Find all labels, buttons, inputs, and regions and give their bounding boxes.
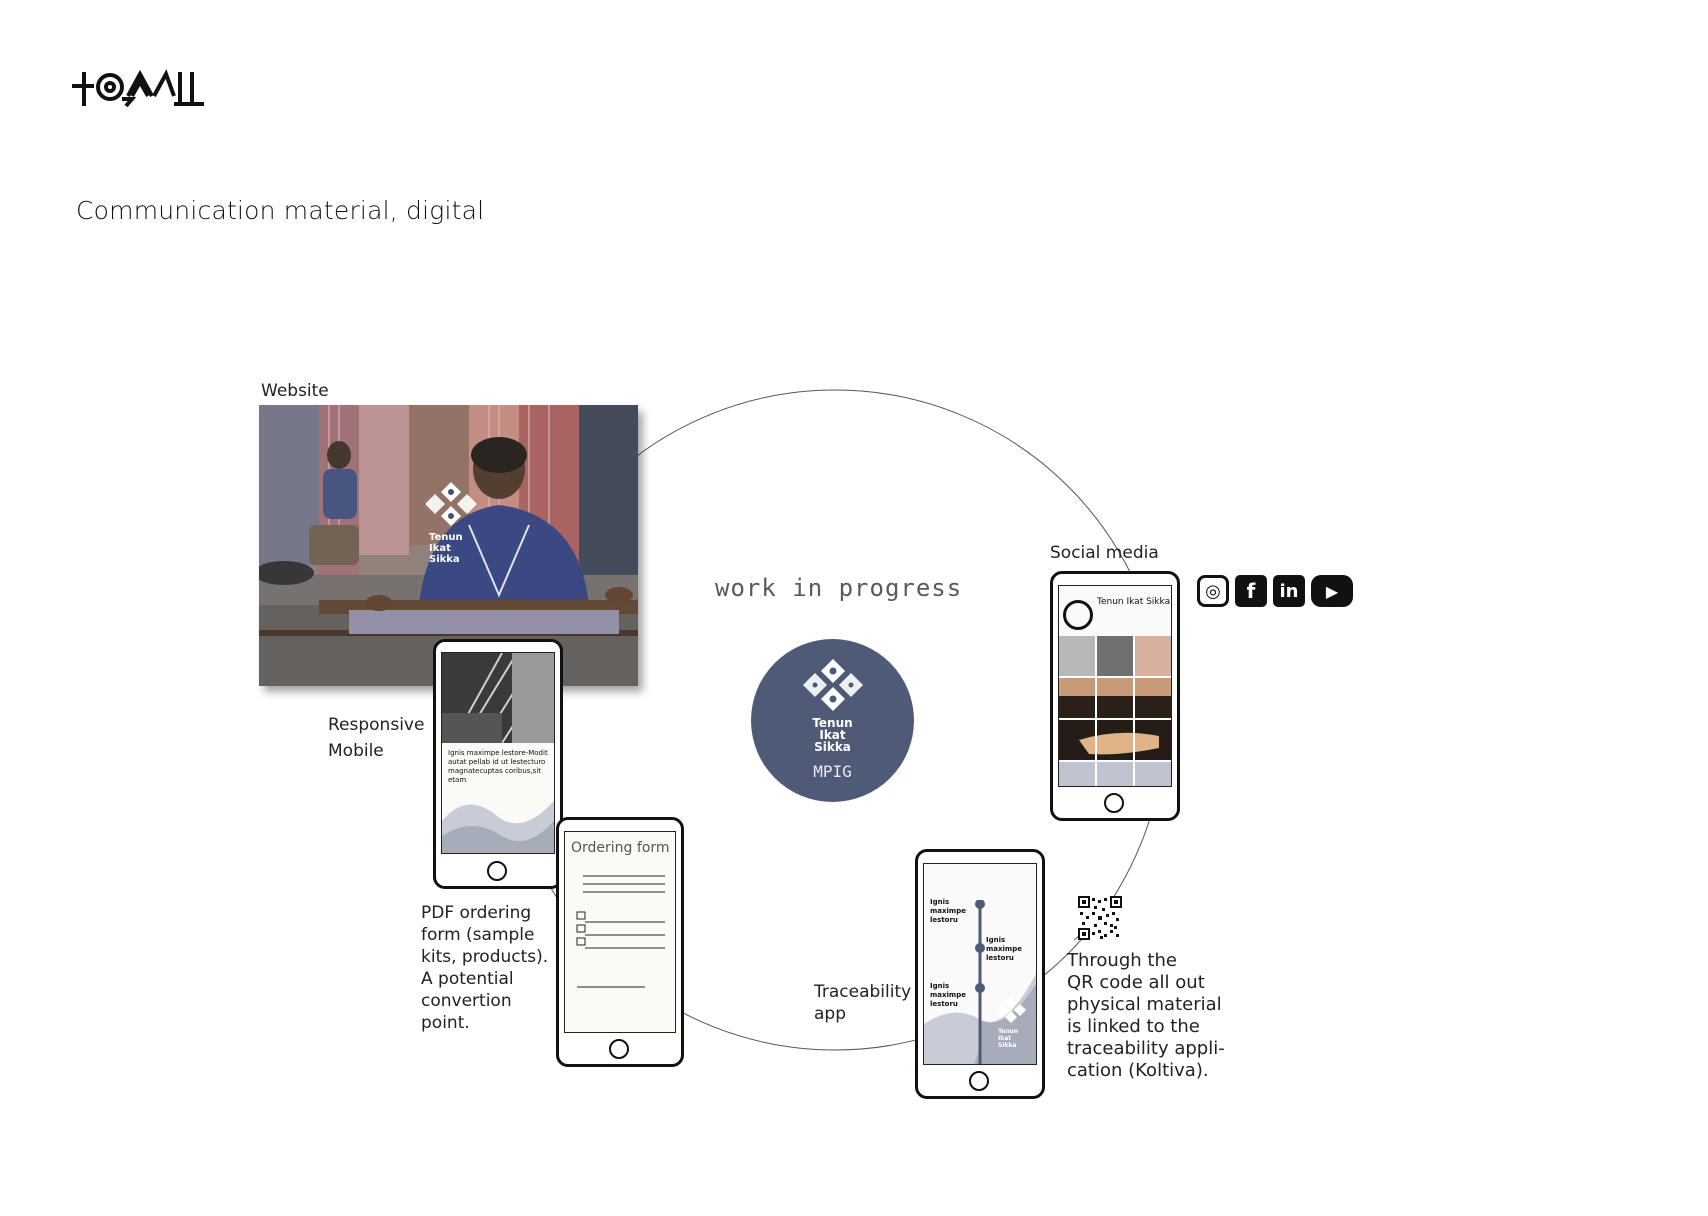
home-button [609, 1039, 629, 1059]
caption-line: traceability appli- [1067, 1038, 1225, 1059]
website-logo-text [429, 532, 463, 565]
ordering-screen [564, 831, 676, 1033]
caption-line: cation (Koltiva). [1067, 1060, 1209, 1081]
brand-mark-icon [803, 657, 863, 717]
mobile-wave-decoration [442, 781, 554, 853]
linkedin-icon[interactable]: in [1273, 575, 1305, 607]
badge-line: Ikat [819, 728, 846, 742]
social-media-label: Social media [1050, 543, 1159, 563]
label-line: Traceability [814, 982, 912, 1002]
ordering-form-title: Ordering form [571, 840, 670, 856]
badge-line: Sikka [814, 740, 851, 754]
mpig-badge [751, 639, 914, 802]
mobile-body-text: Ignis maximpe lestore-Modit autat pellab id ut lestecturo magnatecuptas coribus,sit etam [448, 749, 548, 784]
ordering-caption [421, 902, 548, 1034]
timeline-step: Ignis maximpe lestoru [986, 936, 1022, 962]
work-in-progress-text: work in progress [715, 574, 963, 602]
responsive-mobile-phone [433, 639, 563, 889]
ordering-form-phone [556, 817, 684, 1067]
profile-name: Tenun Ikat Sikka [1097, 597, 1171, 607]
home-button [487, 861, 507, 881]
brand-mark-icon [425, 480, 477, 530]
timeline-step: Ignis maximpe lestoru [930, 982, 966, 1008]
label-line: Responsive [328, 715, 425, 735]
brand-mark-icon [996, 996, 1026, 1026]
responsive-mobile-label [328, 714, 424, 762]
badge-subtitle: MPIG [813, 762, 852, 781]
home-button [1104, 793, 1124, 813]
timeline-step: Ignis maximpe lestoru [930, 898, 966, 924]
brand-logo [70, 66, 210, 112]
traceability-phone [915, 849, 1045, 1099]
qr-code-icon[interactable] [1078, 896, 1122, 940]
logo-line: Tenun [998, 1028, 1019, 1035]
caption-line: convertion [421, 991, 512, 1011]
page-title: Communication material, digital [76, 196, 485, 225]
mobile-screen [441, 652, 555, 854]
logo-line: Sikka [998, 1042, 1017, 1049]
social-screen [1058, 585, 1172, 787]
social-icons-row [1197, 575, 1353, 607]
social-photo-grid [1059, 636, 1171, 786]
mobile-hero-image [442, 653, 554, 743]
caption-line: point. [421, 1013, 470, 1033]
caption-line: is linked to the [1067, 1016, 1200, 1037]
timeline-graphic [974, 900, 986, 1064]
caption-line: A potential [421, 969, 514, 989]
logo-line: Tenun [429, 532, 463, 543]
badge-line: Tenun [812, 716, 853, 730]
badge-logo-text [751, 717, 914, 753]
traceability-screen [923, 863, 1037, 1065]
traceability-logo-text [998, 1028, 1018, 1049]
caption-line: kits, products). [421, 947, 549, 967]
social-media-phone [1050, 571, 1180, 821]
traceability-label [814, 981, 911, 1025]
logo-line: Ikat [998, 1035, 1012, 1042]
profile-avatar [1063, 600, 1093, 630]
caption-line: Through the [1067, 950, 1177, 971]
caption-line: physical material [1067, 994, 1222, 1015]
form-lines-graphic [565, 868, 675, 998]
qr-caption [1067, 950, 1225, 1082]
label-line: Mobile [328, 741, 384, 761]
caption-line: form (sample [421, 925, 535, 945]
home-button [969, 1071, 989, 1091]
facebook-icon[interactable]: f [1235, 575, 1267, 607]
label-line: app [814, 1004, 846, 1024]
logo-line: Ikat [429, 543, 451, 554]
caption-line: PDF ordering [421, 903, 532, 923]
youtube-icon[interactable]: ▶ [1311, 575, 1353, 607]
website-label: Website [261, 381, 329, 401]
logo-line: Sikka [429, 554, 460, 565]
caption-line: QR code all out [1067, 972, 1205, 993]
instagram-icon[interactable]: ◎ [1197, 575, 1229, 607]
